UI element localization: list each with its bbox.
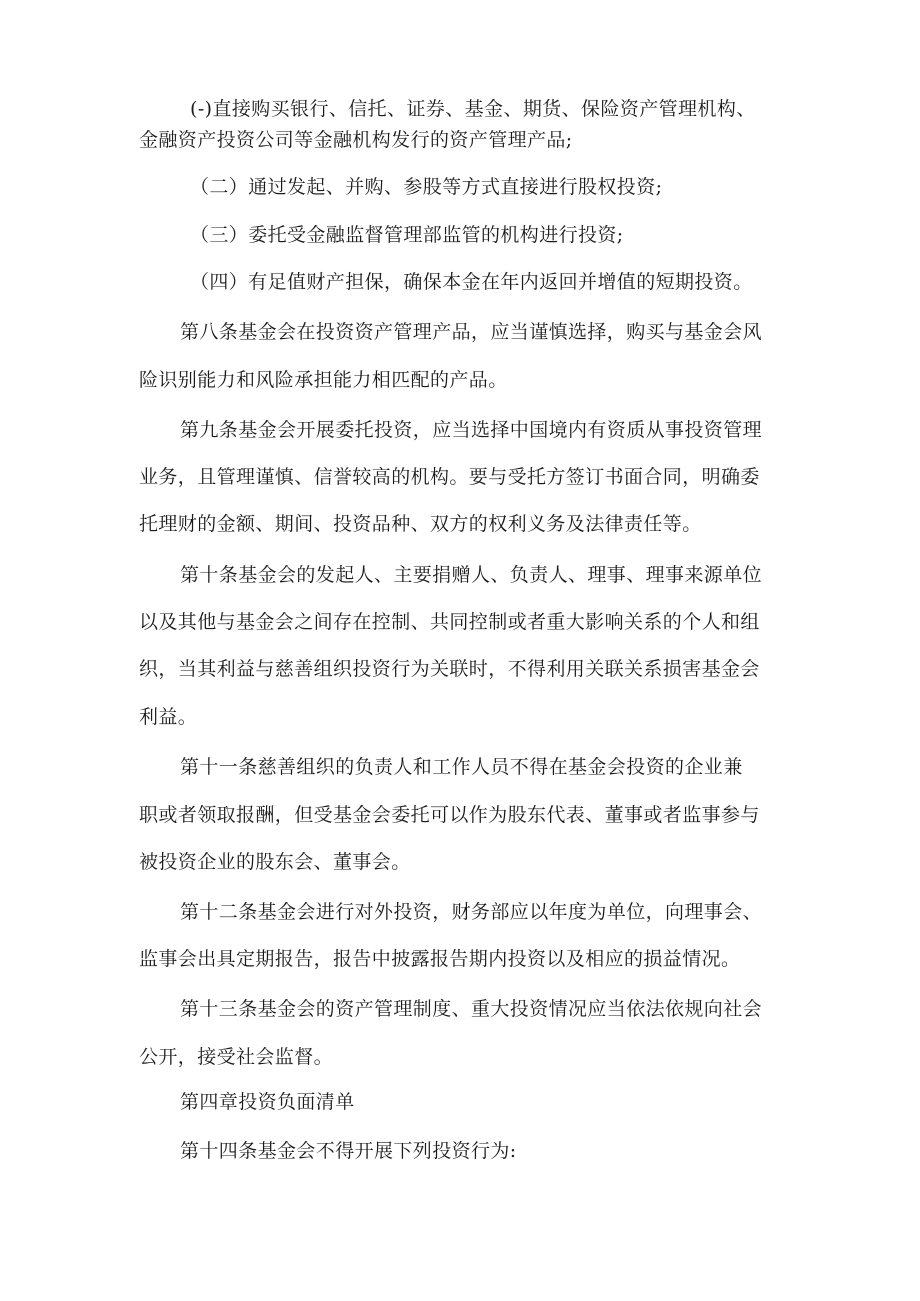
line-9: 业务，且管理谨慎、信誉较高的机构。要与受托方签订书面合同，明确委 [139,466,760,488]
line-8: 第九条基金会开展委托投资，应当选择中国境内有资质从事投资管理 [180,419,763,441]
line-20: 第十三条基金会的资产管理制度、重大投资情况应当依法依规向社会 [180,998,763,1020]
line-14: 利益。 [139,706,198,728]
line-18: 第十二条基金会进行对外投资，财务部应以年度为单位，向理事会、 [180,901,763,923]
line-13: 织，当其利益与慈善组织投资行为关联时，不得利用关联关系损害基金会 [139,658,760,680]
line-19: 监事会出具定期报告，报告中披露报告期内投资以及相应的损益情况。 [139,948,741,970]
line-7: 险识别能力和风险承担能力相匹配的产品。 [139,369,508,391]
line-12: 以及其他与基金会之间存在控制、共同控制或者重大影响关系的个人和组 [139,611,760,633]
line-5: （四）有足值财产担保，确保本金在年内返回并增值的短期投资。 [190,271,753,293]
line-23: 第十四条基金会不得开展下列投资行为: [180,1140,517,1162]
line-11: 第十条基金会的发起人、主要捐赠人、负责人、理事、理事来源单位 [180,564,763,586]
line-21: 公开，接受社会监督。 [139,1046,334,1068]
line-10: 托理财的金额、期间、投资品种、双方的权利义务及法律责任等。 [139,513,702,535]
line-1: (-)直接购买银行、信托、证券、基金、期货、保险资产管理机构、 [190,98,756,120]
line-2: 金融资产投资公司等金融机构发行的资产管理产品; [139,129,573,151]
line-6: 第八条基金会在投资资产管理产品，应当谨慎选择，购买与基金会风 [180,321,763,343]
line-16: 职或者领取报酬，但受基金会委托可以作为股东代表、董事或者监事参与 [139,804,760,826]
chapter-heading: 第四章投资负面清单 [180,1091,355,1113]
line-4: （三）委托受金融监督管理部监管的机构进行投资; [190,224,624,246]
line-17: 被投资企业的股东会、董事会。 [139,851,411,873]
line-3: （二）通过发起、并购、参股等方式直接进行股权投资; [190,176,663,198]
line-15: 第十一条慈善组织的负责人和工作人员不得在基金会投资的企业兼 [180,756,743,778]
